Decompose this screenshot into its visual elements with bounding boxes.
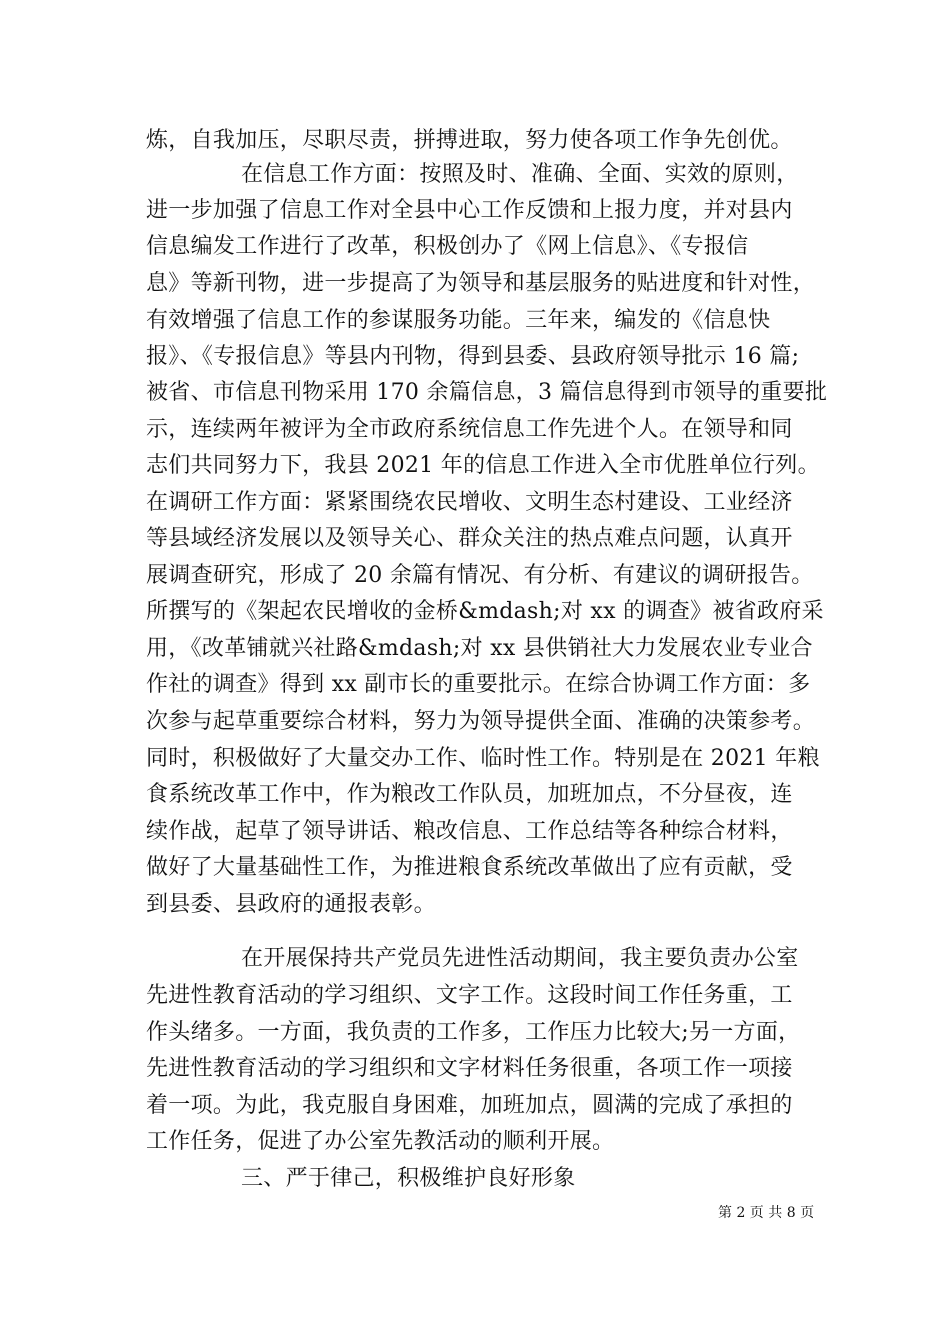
text-line: 做好了大量基础性工作，为推进粮食系统改革做出了应有贡献，受	[146, 855, 793, 880]
text-line: 食系统改革工作中，作为粮改工作队员，加班加点，不分昼夜，连	[146, 782, 793, 807]
text-line: 有效增强了信息工作的参谋服务功能。三年来，编发的《信息快	[146, 308, 771, 333]
text-line: 用，《改革铺就兴社路&mdash;对 xx 县供销社大力发展农业专业合	[146, 636, 813, 661]
page-number-footer: 第 2 页 共 8 页	[718, 1205, 815, 1221]
text-line: 等县域经济发展以及领导关心、群众关注的热点难点问题，认真开	[146, 526, 793, 551]
text-line: 志们共同努力下，我县 2021 年的信息工作进入全市优胜单位行列。	[146, 453, 820, 478]
text-line: 示，连续两年被评为全市政府系统信息工作先进个人。在领导和同	[146, 417, 793, 442]
text-line: 展调查研究，形成了 20 余篇有情况、有分析、有建议的调研报告。	[146, 563, 814, 588]
text-line: 在调研工作方面：紧紧围绕农民增收、文明生态村建设、工业经济	[146, 490, 793, 515]
text-line: 信息编发工作进行了改革，积极创办了《网上信息》、《专报信	[146, 234, 749, 259]
text-line: 进一步加强了信息工作对全县中心工作反馈和上报力度，并对县内	[146, 198, 793, 223]
text-line: 续作战，起草了领导讲话、粮改信息、工作总结等各种综合材料，	[146, 819, 793, 844]
text-line: 到县委、县政府的通报表彰。	[146, 892, 436, 917]
section-heading: 三、严于律己，积极维护良好形象	[241, 1166, 576, 1191]
text-line: 作社的调查》得到 xx 副市长的重要批示。在综合协调工作方面：多	[146, 672, 811, 697]
text-line: 被省、市信息刊物采用 170 余篇信息，3 篇信息得到市领导的重要批	[146, 380, 828, 405]
paragraph-start-line: 在开展保持共产党员先进性活动期间，我主要负责办公室	[241, 946, 799, 971]
text-line: 先进性教育活动的学习组织、文字工作。这段时间工作任务重，工	[146, 983, 793, 1008]
text-line: 着一项。为此，我克服自身困难，加班加点，圆满的完成了承担的	[146, 1093, 793, 1118]
text-line: 炼，自我加压，尽职尽责，拼搏进取，努力使各项工作争先创优。	[146, 128, 793, 153]
text-line: 所撰写的《架起农民增收的金桥&mdash;对 xx 的调查》被省政府采	[146, 599, 824, 624]
text-line: 次参与起草重要综合材料，努力为领导提供全面、准确的决策参考。	[146, 709, 816, 734]
text-line: 作头绪多。一方面，我负责的工作多，工作压力比较大;另一方面，	[146, 1020, 801, 1045]
text-line: 先进性教育活动的学习组织和文字材料任务很重，各项工作一项接	[146, 1056, 793, 1081]
text-line: 同时，积极做好了大量交办工作、临时性工作。特别是在 2021 年粮	[146, 746, 820, 771]
text-line: 息》等新刊物，进一步提高了为领导和基层服务的贴进度和针对性，	[146, 271, 816, 296]
paragraph-start-line: 在信息工作方面：按照及时、准确、全面、实效的原则，	[241, 162, 799, 187]
text-line: 报》、《专报信息》等县内刊物，得到县委、县政府领导批示 16 篇;	[146, 344, 800, 369]
text-line: 工作任务，促进了办公室先教活动的顺利开展。	[146, 1129, 615, 1154]
